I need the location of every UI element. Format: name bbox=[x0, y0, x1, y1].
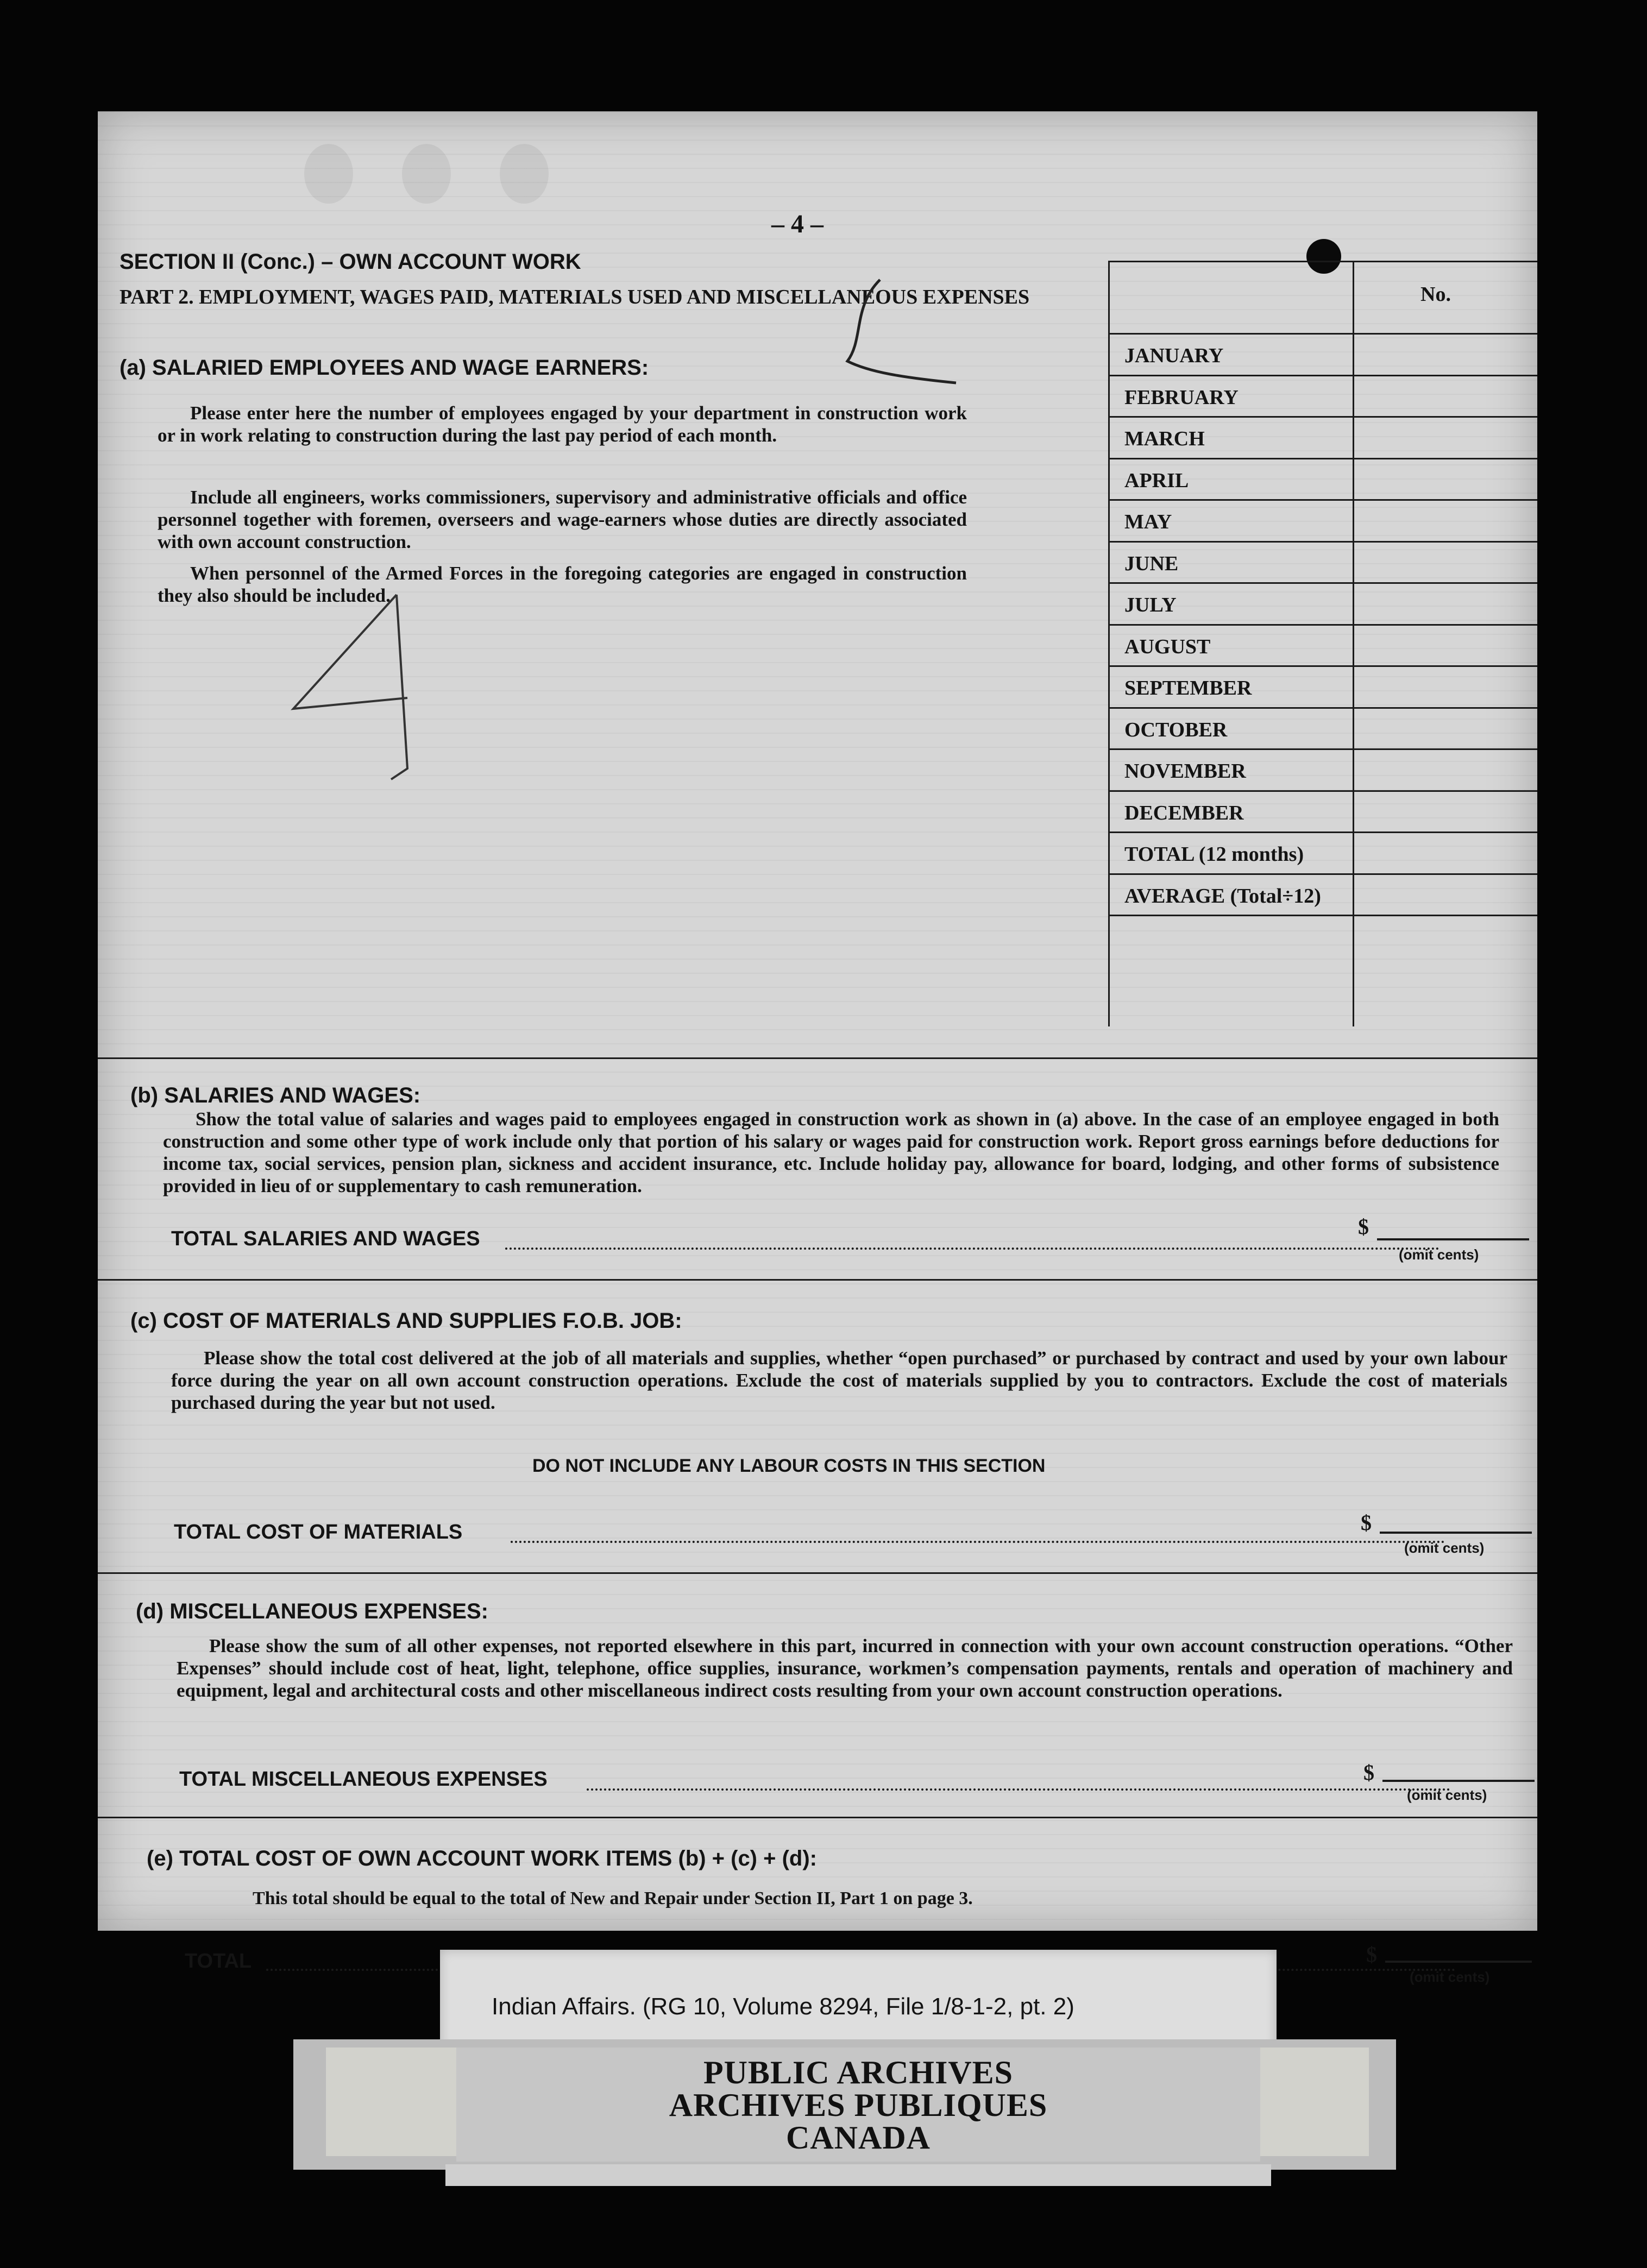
month-count-cell[interactable] bbox=[1355, 377, 1535, 414]
month-count-cell[interactable] bbox=[1355, 501, 1535, 539]
table-row-rule bbox=[1108, 665, 1537, 667]
employees-paragraph-3: When personnel of the Armed Forces in the foregoing categories are engaged in construction they also should be included. bbox=[158, 563, 967, 606]
pencil-bracket bbox=[771, 274, 967, 399]
month-label: MAY bbox=[1124, 511, 1172, 533]
total-salaries-leader bbox=[505, 1248, 1439, 1250]
part-title: PART 2. EMPLOYMENT, WAGES PAID, MATERIALS USED AND MISCELLANEOUS EXPENSES bbox=[120, 286, 1030, 308]
table-header-no: No. bbox=[1420, 283, 1451, 306]
table-row-rule bbox=[1108, 915, 1537, 916]
section-divider bbox=[98, 1572, 1537, 1574]
total-cost-note: This total should be equal to the total of New and Repair under Section II, Part 1 on page 3. bbox=[253, 1888, 973, 1908]
month-count-cell[interactable] bbox=[1355, 460, 1535, 497]
month-label: FEBRUARY bbox=[1124, 386, 1239, 409]
table-row-rule bbox=[1108, 873, 1537, 875]
punch-hole bbox=[1306, 239, 1341, 274]
month-count-cell[interactable] bbox=[1355, 418, 1535, 456]
table-row-rule bbox=[1108, 375, 1537, 376]
month-count-cell[interactable] bbox=[1355, 667, 1535, 705]
grand-total-field[interactable] bbox=[1385, 1961, 1532, 1963]
stamp-line-1: PUBLIC ARCHIVES bbox=[703, 2055, 1014, 2090]
total-misc-omit-cents: (omit cents) bbox=[1407, 1787, 1487, 1803]
punch-hole-shadow bbox=[304, 144, 353, 204]
section-divider bbox=[98, 1817, 1537, 1818]
grand-total-dollar: $ bbox=[1366, 1942, 1377, 1967]
section-divider bbox=[98, 1057, 1537, 1059]
month-label: JUNE bbox=[1124, 552, 1179, 575]
table-row-rule bbox=[1108, 499, 1537, 501]
table-row-rule bbox=[1108, 416, 1537, 418]
grand-total-omit-cents: (omit cents) bbox=[1410, 1969, 1490, 1985]
month-label: APRIL bbox=[1124, 469, 1189, 492]
total-materials-leader bbox=[511, 1541, 1445, 1543]
total-misc-leader bbox=[587, 1788, 1450, 1791]
total-salaries-label: TOTAL SALARIES AND WAGES bbox=[171, 1227, 480, 1250]
month-label: JANUARY bbox=[1124, 344, 1224, 367]
total-misc-field[interactable] bbox=[1382, 1780, 1535, 1782]
total-materials-label: TOTAL COST OF MATERIALS bbox=[174, 1521, 463, 1544]
total-materials-omit-cents: (omit cents) bbox=[1404, 1540, 1485, 1556]
month-label: JULY bbox=[1124, 594, 1177, 616]
table-row-rule bbox=[1108, 582, 1537, 584]
total-materials-dollar: $ bbox=[1361, 1510, 1372, 1535]
employees-paragraph-2: Include all engineers, works commissioners, supervisory and administrative officials and office personnel together with foremen, overseers and wage-earners whose duties are directly associated with own account construction. bbox=[158, 487, 967, 552]
materials-paragraph: Please show the total cost delivered at the job of all materials and supplies, whether “open purchased” or purchased by contract and used by your own labour force during the year on all own account construction operations. Exclude the cost of materials supplied by you to contractors. Exclude the cost of materials purchased during the year but not used. bbox=[171, 1347, 1507, 1413]
section-title: SECTION II (Conc.) – OWN ACCOUNT WORK bbox=[120, 250, 581, 274]
misc-heading: (d) MISCELLANEOUS EXPENSES: bbox=[136, 1599, 488, 1623]
month-count-cell[interactable] bbox=[1355, 751, 1535, 788]
grand-total-label: TOTAL bbox=[185, 1950, 252, 1973]
salaries-heading: (b) SALARIES AND WAGES: bbox=[130, 1083, 421, 1107]
table-row-rule bbox=[1108, 458, 1537, 459]
punch-hole-shadow bbox=[402, 144, 451, 204]
month-count-cell[interactable] bbox=[1355, 584, 1535, 622]
table-row-rule bbox=[1108, 707, 1537, 709]
section-divider bbox=[98, 1279, 1537, 1281]
month-count-cell[interactable] bbox=[1355, 626, 1535, 664]
employees-paragraph-1: Please enter here the number of employees engaged by your department in construction work or in work relating to construction during the last pay period of each month. bbox=[158, 402, 967, 446]
table-row-rule bbox=[1108, 541, 1537, 543]
punch-hole-shadow bbox=[500, 144, 549, 204]
month-count-cell[interactable] bbox=[1355, 792, 1535, 830]
month-count-cell[interactable] bbox=[1355, 875, 1535, 913]
month-label: SEPTEMBER bbox=[1124, 677, 1252, 700]
total-salaries-dollar: $ bbox=[1358, 1214, 1369, 1239]
table-top-border bbox=[1108, 261, 1537, 262]
stamp-line-2: ARCHIVES PUBLIQUES bbox=[669, 2087, 1048, 2123]
table-row-rule bbox=[1108, 748, 1537, 750]
total-salaries-field[interactable] bbox=[1377, 1238, 1529, 1240]
employees-heading: (a) SALARIED EMPLOYEES AND WAGE EARNERS: bbox=[120, 356, 649, 380]
total-salaries-omit-cents: (omit cents) bbox=[1399, 1246, 1479, 1263]
stamp-frame-right bbox=[1260, 2048, 1369, 2156]
month-label: OCTOBER bbox=[1124, 718, 1228, 741]
stamp-line-3: CANADA bbox=[786, 2120, 931, 2156]
stamp-frame-left bbox=[326, 2048, 456, 2156]
month-count-cell[interactable] bbox=[1355, 709, 1535, 747]
table-row-rule bbox=[1108, 624, 1537, 626]
misc-paragraph: Please show the sum of all other expenses, not reported elsewhere in this part, incurred in connection with your own account construction operations. “Other Expenses” should include cost of heat, light, telephone, office supplies, insurance, workmen’s compensation payments, rentals and operation of machinery and equipment, legal and architectural costs and other miscellaneous indirect costs resulting from your own account construction operations. bbox=[177, 1635, 1513, 1701]
month-label: NOVEMBER bbox=[1124, 760, 1246, 783]
month-count-cell[interactable] bbox=[1355, 335, 1535, 373]
archive-reference-text: Indian Affairs. (RG 10, Volume 8294, File 1/8-1-2, pt. 2) bbox=[492, 1993, 1074, 2020]
materials-heading: (c) COST OF MATERIALS AND SUPPLIES F.O.B. JOB: bbox=[130, 1309, 682, 1333]
total-materials-field[interactable] bbox=[1380, 1532, 1532, 1534]
table-row-rule bbox=[1108, 790, 1537, 792]
month-label: TOTAL (12 months) bbox=[1124, 843, 1304, 866]
stamp-bottom-strip bbox=[445, 2164, 1271, 2186]
form-page bbox=[98, 111, 1537, 1985]
table-row-rule bbox=[1108, 831, 1537, 833]
total-cost-heading: (e) TOTAL COST OF OWN ACCOUNT WORK ITEMS (b) + (c) + (d): bbox=[147, 1847, 817, 1870]
total-misc-label: TOTAL MISCELLANEOUS EXPENSES bbox=[179, 1768, 548, 1791]
month-count-cell[interactable] bbox=[1355, 834, 1535, 871]
materials-labour-note: DO NOT INCLUDE ANY LABOUR COSTS IN THIS SECTION bbox=[532, 1456, 1046, 1476]
month-label: DECEMBER bbox=[1124, 801, 1244, 824]
page-number: – 4 – bbox=[771, 210, 823, 238]
table-header-rule bbox=[1108, 333, 1537, 335]
month-label: AVERAGE (Total÷12) bbox=[1124, 884, 1321, 908]
month-count-cell[interactable] bbox=[1355, 543, 1535, 581]
salaries-paragraph: Show the total value of salaries and wages paid to employees engaged in construction work as shown in (a) above. In the case of an employee engaged in both construction and some other type of work include only that portion of his salary or wages paid for construction work. Report gross earnings before deductions for income tax, social services, pension plan, sickness and accident insurance, etc. Include holiday pay, allowance for board, lodging, and other forms of subsistence provided in lieu of or supplementary to cash remuneration. bbox=[163, 1108, 1499, 1196]
total-misc-dollar: $ bbox=[1363, 1760, 1374, 1785]
month-label: MARCH bbox=[1124, 427, 1205, 450]
month-label: AUGUST bbox=[1124, 635, 1211, 658]
pencil-mark bbox=[272, 589, 554, 785]
